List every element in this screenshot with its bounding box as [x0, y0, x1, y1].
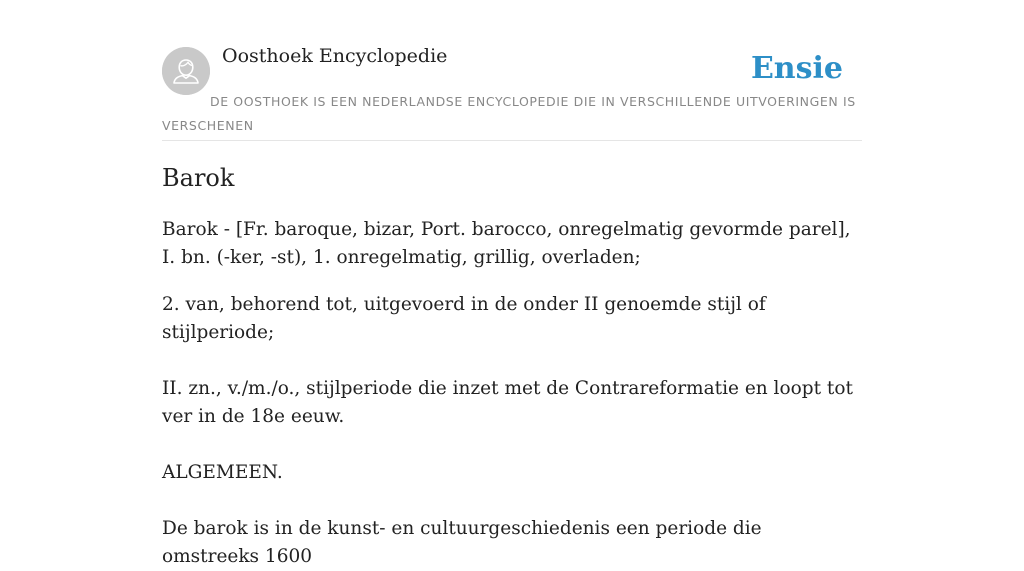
article-paragraph: 2. van, behorend tot, uitgevoerd in de onder II genoemde stijl of stijlperiode;: [162, 294, 766, 343]
article-paragraph: Barok - [Fr. baroque, bizar, Port. barocco, onregelmatig gevormde parel], I. bn. (-ker, -st), 1. onregelmatig, grillig, overladen;: [162, 219, 851, 268]
user-silhouette-icon: [162, 47, 210, 95]
article-paragraph: II. zn., v./m./o., stijlperiode die inzet met de Contrareformatie en loopt tot ver in de 18e eeuw.: [162, 378, 853, 427]
article-section-heading: ALGEMEEN.: [162, 462, 283, 483]
brand-logo[interactable]: Ensie: [750, 51, 843, 86]
content-column: [162, 0, 862, 567]
article: [162, 162, 862, 571]
article-title: Barok: [162, 164, 235, 192]
avatar[interactable]: [162, 47, 210, 95]
site-tagline: DE OOSTHOEK IS EEN NEDERLANDSE ENCYCLOPEDIE DIE IN VERSCHILLENDE UITVOERINGEN IS VERSCHENEN: [162, 94, 856, 133]
site-name[interactable]: Oosthoek Encyclopedie: [222, 45, 448, 67]
site-header: [162, 0, 862, 141]
article-paragraph: De barok is in de kunst- en cultuurgeschiedenis een periode die omstreeks 1600: [162, 518, 762, 567]
